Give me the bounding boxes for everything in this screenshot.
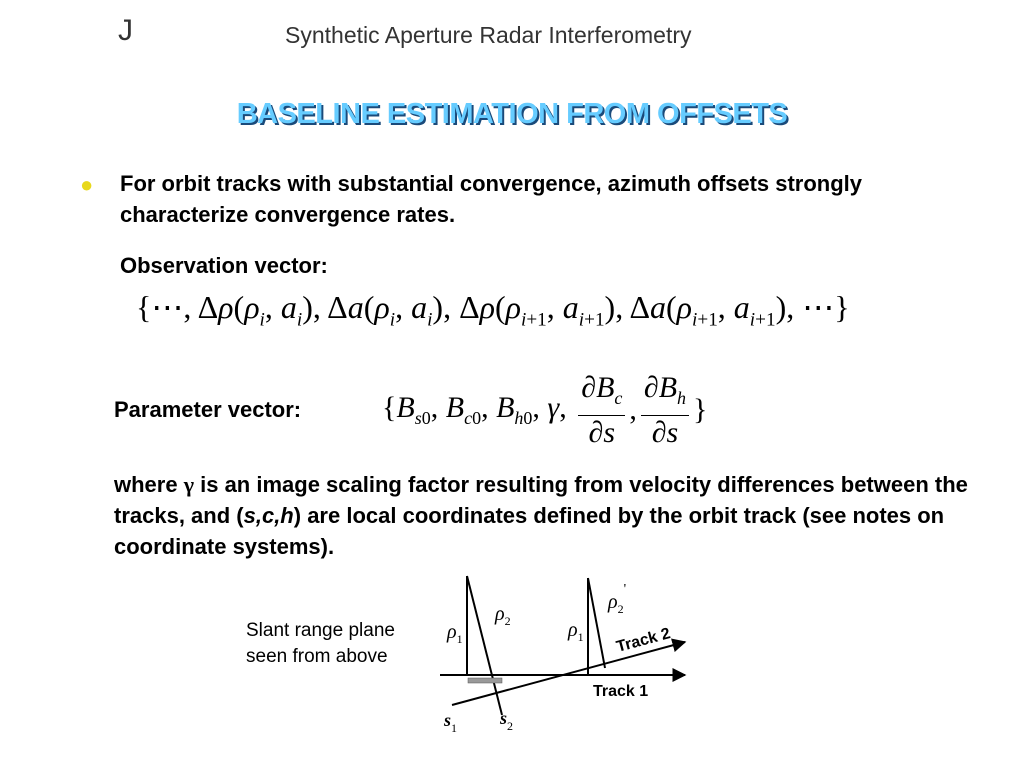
caption-line2: seen from above (246, 646, 388, 667)
parameter-label: Parameter vector: (114, 397, 302, 422)
gamma-symbol: γ (183, 472, 194, 497)
s1-label: $s_1$ (444, 710, 458, 735)
caption-line1: Slant range plane (246, 620, 395, 641)
observation-label: Observation vector: (120, 253, 328, 278)
track1-label: Track 1 (593, 683, 649, 700)
header-title: Synthetic Aperture Radar Interferometry (285, 22, 692, 48)
track2-label: Track 2 (614, 625, 673, 656)
left-rho2: $\rho_2$ (495, 603, 511, 628)
right-rho2-prime: $\rho_2'$ (608, 582, 627, 616)
observation-equation: {⋯, $\Delta\rho(\rho_i$, $a_i$), $\Delta a(\rho_i$, $a_i$), $\Delta\rho(\rho_{i+1}$, $a_{i+1}$), $\Delta a(\rho_{i+1}$, $a_{i+1}$), ⋯} (136, 289, 850, 331)
left-offset-patch (468, 678, 502, 683)
bullet-text: For orbit tracks with substantial convergence, azimuth offsets strongly characterize convergence rates. (120, 171, 863, 227)
left-slant-line (467, 576, 502, 715)
slide-title: BASELINE ESTIMATION FROM OFFSETS (236, 98, 788, 130)
where-paragraph: where γ is an image scaling factor resulting from velocity differences between the tracks, and (s,c,h) are local coordinates defined by the orbit track (see notes on coordinate systems). (114, 472, 968, 559)
bullet-dot-icon: ● (80, 172, 94, 197)
slant-range-diagram (240, 570, 710, 760)
parameter-equation: {$B_{s0}$, $B_{c0}$, $B_{h0}$, γ, $\frac{\partial B_c}{\partial s}$ , $\frac{\partial B_h}{\partial s}$ } (382, 370, 708, 449)
right-slant-line (588, 578, 605, 668)
s2-label: $s_2$ (500, 708, 514, 733)
left-rho1: $\rho_1$ (447, 621, 463, 646)
right-rho1: $\rho_1$ (568, 619, 584, 644)
header-logo-letter: J (118, 14, 133, 47)
coordinates-text: s,c,h (243, 503, 294, 528)
